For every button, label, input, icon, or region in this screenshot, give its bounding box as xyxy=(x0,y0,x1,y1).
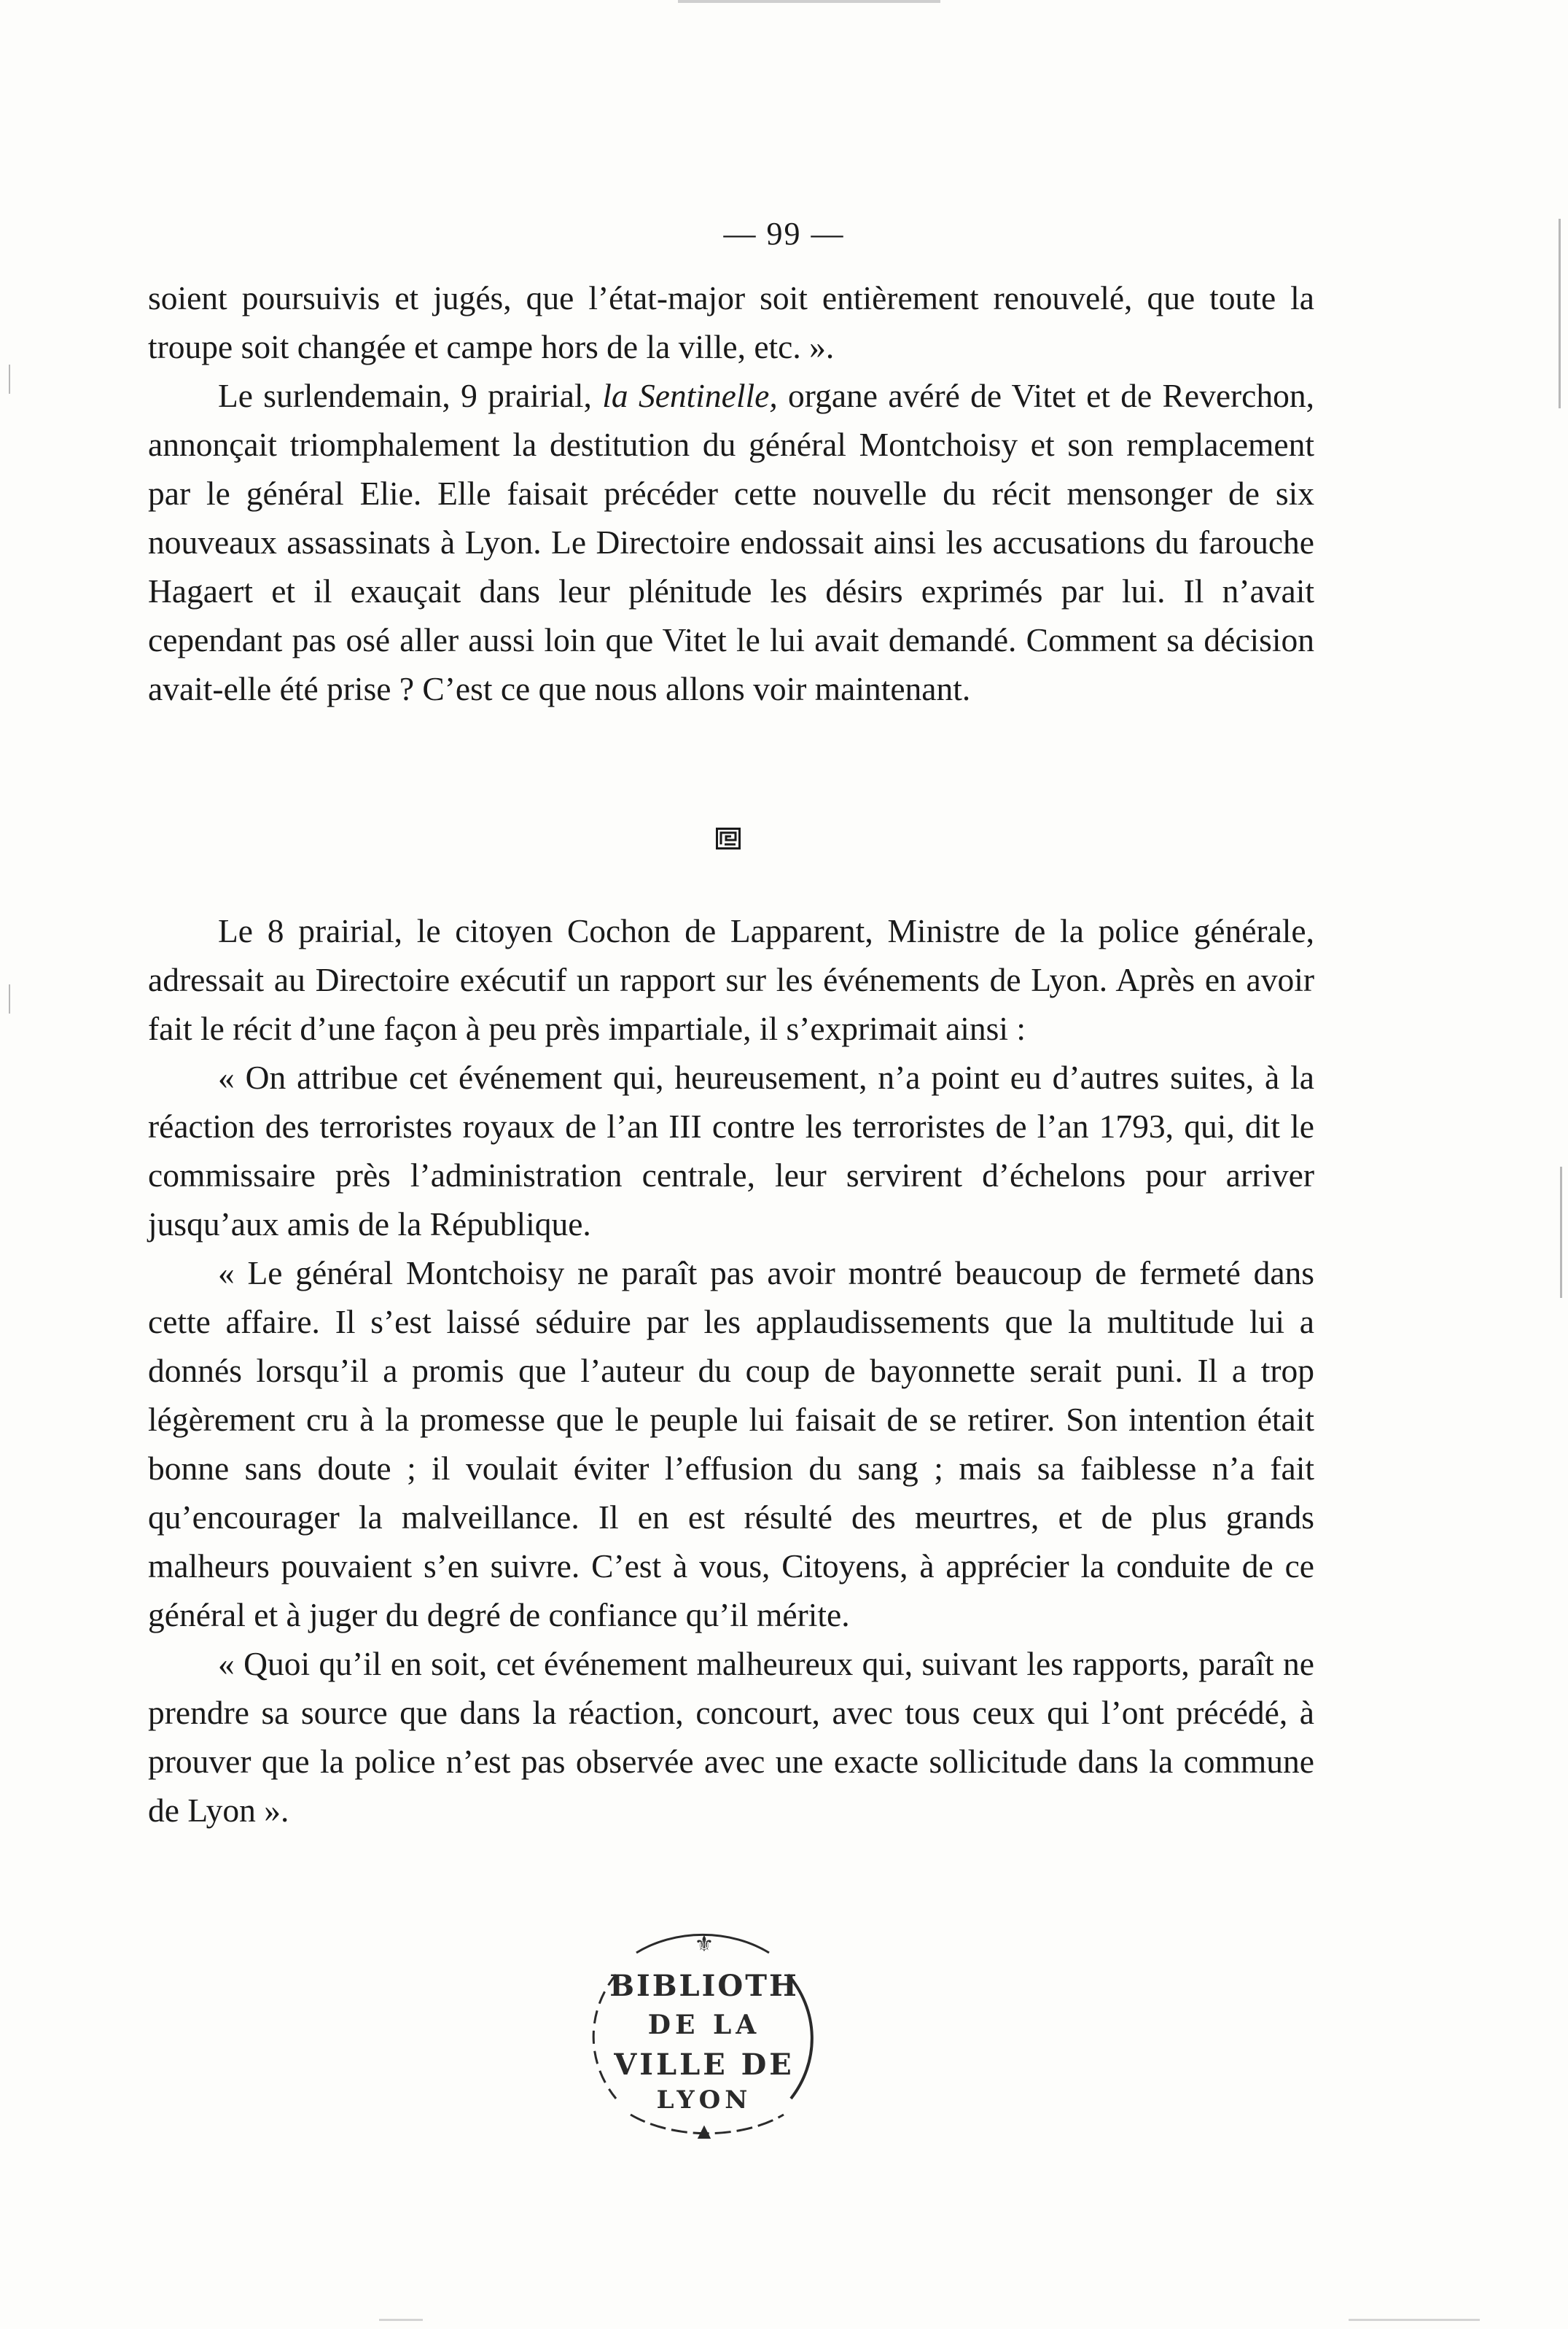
scan-artifact-right-lower xyxy=(1560,1167,1562,1298)
scan-artifact-left xyxy=(9,365,10,394)
paragraph-rapport: Le 8 prairial, le citoyen Cochon de Lapparent, Ministre de la police générale, adressait au Directoire exécutif un rapport sur les événements de Lyon. Après en avoir fait le récit d’une façon à peu près impartiale, il s’exprimait ainsi : xyxy=(148,912,1314,1047)
text-block-top xyxy=(148,273,1314,713)
stamp-line-3: VILLE DE xyxy=(614,2048,795,2082)
page-number: — 99 — xyxy=(723,216,845,252)
library-stamp-icon xyxy=(572,1924,836,2139)
paragraph-continuation: soient poursuivis et jugés, que l’état-major soit entièrement renouvelé, que toute la troupe soit changée et campe hors de la ville, etc. ». xyxy=(148,279,1314,365)
svg-text:▲: ▲ xyxy=(697,2120,711,2139)
svg-text:⚜: ⚜ xyxy=(694,1932,714,1957)
stamp-line-1: BIBLIOTH xyxy=(609,1969,799,2003)
stamp-line-2: DE LA xyxy=(647,2010,761,2040)
stamp-line-4: LYON xyxy=(656,2085,752,2115)
newspaper-title: la Sentinelle, xyxy=(602,377,778,414)
paragraph-quote-3: « Quoi qu’il en soit, cet événement malheureux qui, suivant les rapports, paraît ne prendre sa source que dans la réaction, concourt, avec tous ceux qui l’ont précédé, à prouver que la police n’est pas observée avec une exacte sollicitude dans la commune de Lyon ». xyxy=(148,1645,1314,1829)
bottom-edge-mark-right xyxy=(1349,2319,1480,2321)
top-edge-rule xyxy=(678,0,940,3)
paragraph-sentinelle xyxy=(148,371,1314,713)
bottom-edge-mark-left xyxy=(379,2319,423,2321)
paragraph-quote-1: « On attribue cet événement qui, heureusement, n’a point eu d’autres suites, à la réaction des terroristes royaux de l’an III contre les terroristes de l’an 1793, qui, dit le commissaire près l’administration centrale, leur servirent d’échelons pour arriver jusqu’aux amis de la République. xyxy=(148,1059,1314,1243)
text-block-bottom xyxy=(148,906,1314,1835)
paragraph-quote-2: « Le général Montchoisy ne paraît pas avoir montré beaucoup de fermeté dans cette affaire. Il s’est laissé séduire par les applaudissements que la multitude lui a donnés lorsqu’il a promis que l’auteur du coup de bayonnette serait puni. Il a trop légèrement cru à la promesse que le peuple lui faisait de se retirer. Son intention était bonne sans doute ; il voulait éviter l’effusion du sang ; mais sa faiblesse n’a fait qu’encourager la malveillance. Il en est résulté des meurtres, et de plus grands malheurs pouvaient s’en suivre. C’est à vous, Citoyens, à apprécier la conduite de ce général et à juger du degré de confiance qu’il mérite. xyxy=(148,1254,1314,1633)
scan-artifact-left-lower xyxy=(9,984,10,1014)
greek-key-ornament-icon xyxy=(716,828,741,849)
paragraph-sentinelle-rest: organe avéré de Vitet et de Reverchon, annonçait triomphalement la destitution du général Montchoisy et son remplacement par le général Elie. Elle faisait précéder cette nouvelle du récit mensonger de six nouveaux assassinats à Lyon. Le Directoire endossait ainsi les accusations du farouche Hagaert et il exauçait dans leur plénitude les désirs exprimés par lui. Il n’avait cependant pas osé aller aussi loin que Vitet le lui avait demandé. Comment sa décision avait-elle été prise ? C’est ce que nous allons voir maintenant. xyxy=(148,377,1314,707)
paragraph-sentinelle-start: Le surlendemain, 9 prairial, xyxy=(218,377,603,414)
scan-artifact-right xyxy=(1559,219,1561,408)
